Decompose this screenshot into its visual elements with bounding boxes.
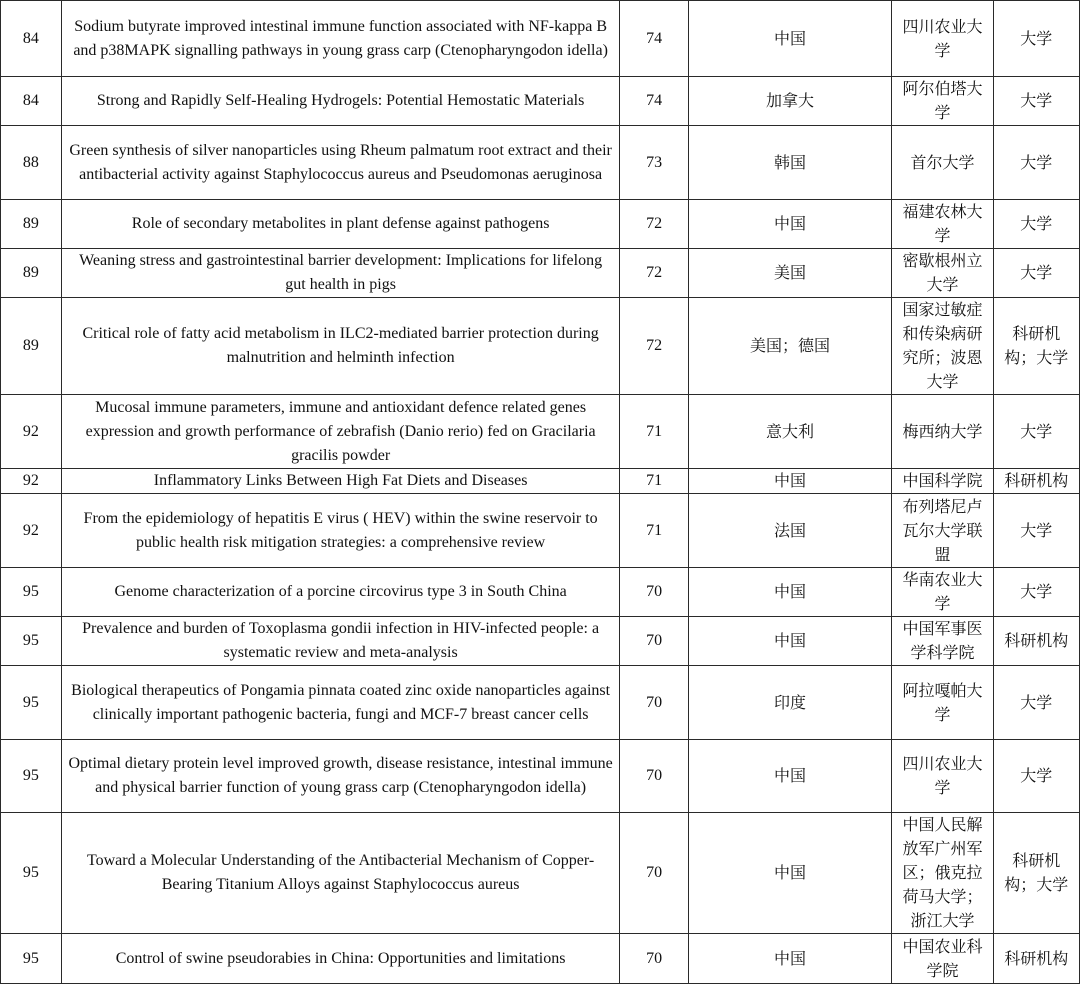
citations-cell: 71 <box>620 469 688 494</box>
country-cell: 中国 <box>688 617 892 666</box>
type-cell: 大学 <box>993 395 1079 469</box>
title-cell: Prevalence and burden of Toxoplasma gondii infection in HIV-infected people: a systematic review and meta-analysis <box>61 617 620 666</box>
country-cell: 中国 <box>688 469 892 494</box>
type-cell: 科研机构 <box>993 469 1079 494</box>
table-row <box>1 813 1080 934</box>
rank-cell: 84 <box>1 1 62 77</box>
institution-cell: 阿尔伯塔大学 <box>892 77 993 126</box>
country-cell: 中国 <box>688 568 892 617</box>
table-body <box>1 1 1080 984</box>
country-cell: 韩国 <box>688 126 892 200</box>
institution-cell: 布列塔尼卢瓦尔大学联盟 <box>892 494 993 568</box>
rank-cell: 89 <box>1 200 62 249</box>
type-cell: 科研机构 <box>993 934 1079 984</box>
citations-cell: 72 <box>620 249 688 298</box>
country-cell: 美国 <box>688 249 892 298</box>
country-cell: 法国 <box>688 494 892 568</box>
rank-cell: 92 <box>1 469 62 494</box>
type-cell: 大学 <box>993 249 1079 298</box>
citations-cell: 70 <box>620 666 688 740</box>
rank-cell: 92 <box>1 395 62 469</box>
title-cell: Critical role of fatty acid metabolism in ILC2-mediated barrier protection during malnutrition and helminth infection <box>61 298 620 395</box>
table-row <box>1 1 1080 77</box>
rank-cell: 95 <box>1 617 62 666</box>
institution-cell: 四川农业大学 <box>892 740 993 813</box>
title-cell: Biological therapeutics of Pongamia pinnata coated zinc oxide nanoparticles against clinically important pathogenic bacteria, fungi and MCF-7 breast cancer cells <box>61 666 620 740</box>
type-cell: 科研机构；大学 <box>993 298 1079 395</box>
table-row <box>1 395 1080 469</box>
table-row <box>1 934 1080 984</box>
rank-cell: 89 <box>1 298 62 395</box>
type-cell: 大学 <box>993 494 1079 568</box>
title-cell: Weaning stress and gastrointestinal barrier development: Implications for lifelong gut health in pigs <box>61 249 620 298</box>
citations-cell: 71 <box>620 494 688 568</box>
country-cell: 中国 <box>688 740 892 813</box>
citations-cell: 70 <box>620 934 688 984</box>
title-cell: Sodium butyrate improved intestinal immune function associated with NF-kappa B and p38MAPK signalling pathways in young grass carp (Ctenopharyngodon idella) <box>61 1 620 77</box>
type-cell: 科研机构；大学 <box>993 813 1079 934</box>
table-row <box>1 77 1080 126</box>
title-cell: Genome characterization of a porcine circovirus type 3 in South China <box>61 568 620 617</box>
citations-cell: 73 <box>620 126 688 200</box>
type-cell: 大学 <box>993 126 1079 200</box>
table-row <box>1 617 1080 666</box>
citations-cell: 70 <box>620 617 688 666</box>
type-cell: 大学 <box>993 568 1079 617</box>
country-cell: 中国 <box>688 934 892 984</box>
title-cell: Toward a Molecular Understanding of the Antibacterial Mechanism of Copper-Bearing Titanium Alloys against Staphylococcus aureus <box>61 813 620 934</box>
title-cell: Role of secondary metabolites in plant defense against pathogens <box>61 200 620 249</box>
country-cell: 中国 <box>688 200 892 249</box>
institution-cell: 中国科学院 <box>892 469 993 494</box>
rank-cell: 95 <box>1 740 62 813</box>
type-cell: 科研机构 <box>993 617 1079 666</box>
rank-cell: 88 <box>1 126 62 200</box>
table-row <box>1 249 1080 298</box>
institution-cell: 华南农业大学 <box>892 568 993 617</box>
table-row <box>1 126 1080 200</box>
type-cell: 大学 <box>993 200 1079 249</box>
institution-cell: 四川农业大学 <box>892 1 993 77</box>
table-row <box>1 298 1080 395</box>
title-cell: Optimal dietary protein level improved growth, disease resistance, intestinal immune and physical barrier function of young grass carp (Ctenopharyngodon idella) <box>61 740 620 813</box>
table-row <box>1 494 1080 568</box>
institution-cell: 阿拉嘎帕大学 <box>892 666 993 740</box>
citations-cell: 70 <box>620 813 688 934</box>
institution-cell: 国家过敏症和传染病研究所；波恩大学 <box>892 298 993 395</box>
type-cell: 大学 <box>993 740 1079 813</box>
table-row <box>1 469 1080 494</box>
title-cell: From the epidemiology of hepatitis E virus ( HEV) within the swine reservoir to public health risk mitigation strategies: a comprehensive review <box>61 494 620 568</box>
table-row <box>1 740 1080 813</box>
country-cell: 印度 <box>688 666 892 740</box>
institution-cell: 密歇根州立大学 <box>892 249 993 298</box>
citations-cell: 70 <box>620 740 688 813</box>
institution-cell: 首尔大学 <box>892 126 993 200</box>
rank-cell: 95 <box>1 666 62 740</box>
rank-cell: 95 <box>1 568 62 617</box>
country-cell: 中国 <box>688 813 892 934</box>
table-row <box>1 568 1080 617</box>
country-cell: 美国；德国 <box>688 298 892 395</box>
type-cell: 大学 <box>993 77 1079 126</box>
title-cell: Control of swine pseudorabies in China: Opportunities and limitations <box>61 934 620 984</box>
title-cell: Strong and Rapidly Self-Healing Hydrogels: Potential Hemostatic Materials <box>61 77 620 126</box>
rank-cell: 95 <box>1 934 62 984</box>
table-row <box>1 200 1080 249</box>
country-cell: 中国 <box>688 1 892 77</box>
rank-cell: 92 <box>1 494 62 568</box>
country-cell: 加拿大 <box>688 77 892 126</box>
citations-cell: 74 <box>620 1 688 77</box>
citations-cell: 70 <box>620 568 688 617</box>
institution-cell: 梅西纳大学 <box>892 395 993 469</box>
type-cell: 大学 <box>993 1 1079 77</box>
rank-cell: 84 <box>1 77 62 126</box>
rank-cell: 89 <box>1 249 62 298</box>
citations-cell: 72 <box>620 298 688 395</box>
table-row <box>1 666 1080 740</box>
institution-cell: 中国农业科学院 <box>892 934 993 984</box>
citations-cell: 72 <box>620 200 688 249</box>
citations-cell: 71 <box>620 395 688 469</box>
title-cell: Mucosal immune parameters, immune and antioxidant defence related genes expression and growth performance of zebrafish (Danio rerio) fed on Gracilaria gracilis powder <box>61 395 620 469</box>
citations-cell: 74 <box>620 77 688 126</box>
institution-cell: 中国人民解放军广州军区；俄克拉荷马大学；浙江大学 <box>892 813 993 934</box>
title-cell: Green synthesis of silver nanoparticles using Rheum palmatum root extract and their antibacterial activity against Staphylococcus aureus and Pseudomonas aeruginosa <box>61 126 620 200</box>
rank-cell: 95 <box>1 813 62 934</box>
institution-cell: 中国军事医学科学院 <box>892 617 993 666</box>
type-cell: 大学 <box>993 666 1079 740</box>
country-cell: 意大利 <box>688 395 892 469</box>
institution-cell: 福建农林大学 <box>892 200 993 249</box>
title-cell: Inflammatory Links Between High Fat Diets and Diseases <box>61 469 620 494</box>
